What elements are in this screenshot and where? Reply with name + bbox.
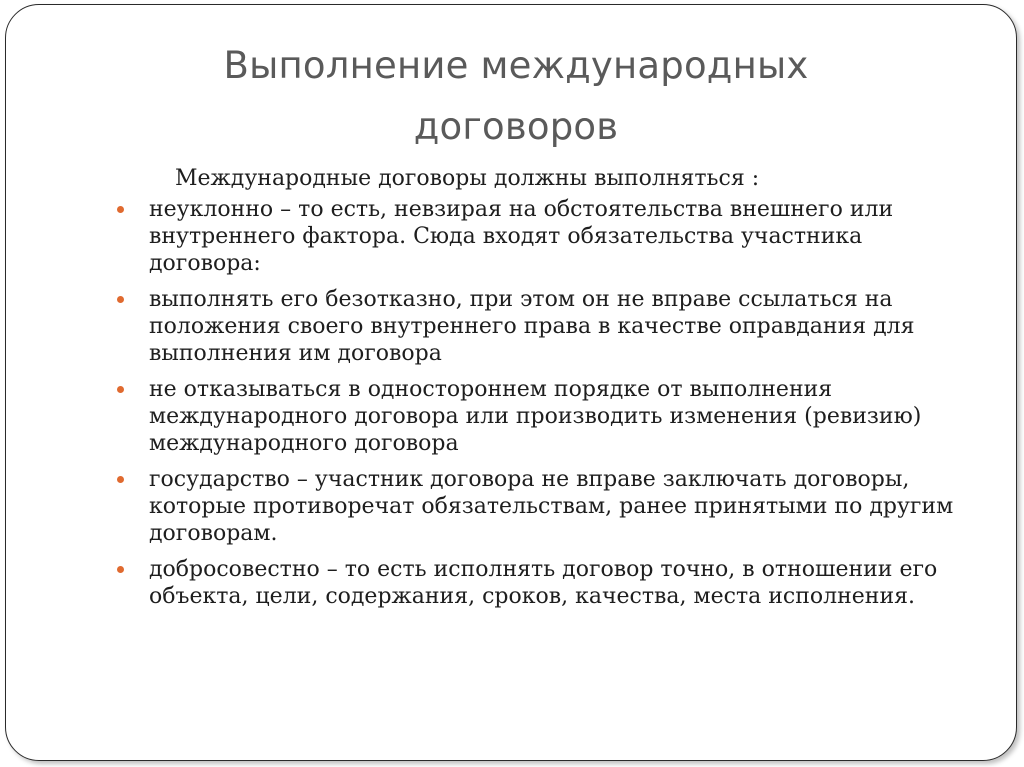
bullet-dot-icon bbox=[117, 386, 124, 393]
intro-text: Международные договоры должны выполняться : bbox=[175, 166, 760, 191]
bullet-item bbox=[114, 556, 954, 610]
bullet-dot-icon bbox=[117, 296, 124, 303]
bullet-item bbox=[114, 196, 954, 277]
bullet-dot-icon bbox=[117, 476, 124, 483]
bullet-dot-icon bbox=[117, 206, 124, 213]
bullet-text: неуклонно – то есть, невзирая на обстоятельства внешнего или внутреннего фактора. Сюда входят обязательства участника договора: bbox=[149, 197, 894, 276]
slide bbox=[5, 4, 1017, 761]
bullet-text: государство – участник договора не вправе заключать договоры, которые противоречат обязательствам, ранее принятыми по другим договорам. bbox=[149, 467, 954, 546]
bullet-text: добросовестно – то есть исполнять договор точно, в отношении его объекта, цели, содержания, сроков, качества, места исполнения. bbox=[149, 557, 938, 609]
slide-title bbox=[66, 35, 966, 157]
title-line-1: Выполнение международных bbox=[223, 44, 809, 87]
bullet-text: не отказываться в одностороннем порядке от выполнения международного договора или производить изменения (ревизию) международного договора bbox=[149, 377, 922, 456]
bullet-item bbox=[114, 286, 954, 367]
bullet-text: выполнять его безотказно, при этом он не вправе ссылаться на положения своего внутреннего права в качестве оправдания для выполнения им договора bbox=[149, 287, 915, 366]
slide-content bbox=[114, 165, 954, 619]
bullet-item bbox=[114, 376, 954, 457]
bullet-list bbox=[114, 196, 954, 610]
bullet-item bbox=[114, 466, 954, 547]
bullet-dot-icon bbox=[117, 566, 124, 573]
title-line-2: договоров bbox=[413, 105, 619, 148]
